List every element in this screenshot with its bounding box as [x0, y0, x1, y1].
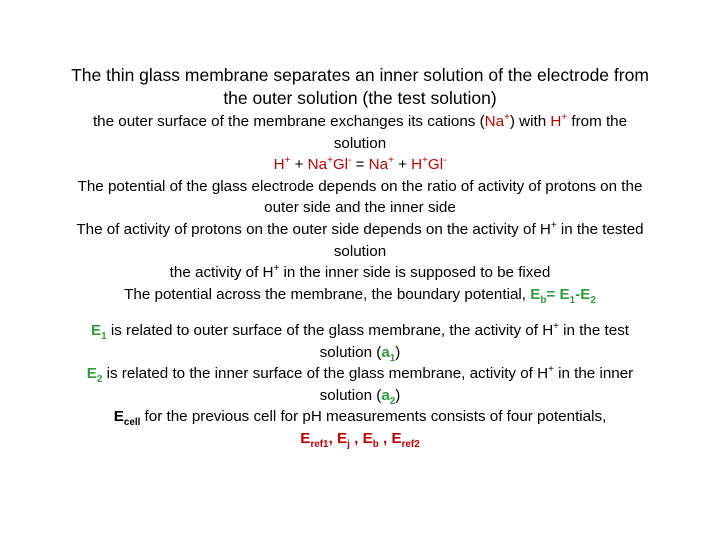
a2-symbol: $a_2$: [381, 386, 396, 407]
boundary-potential-line: The potential across the membrane, the boundary potential, $E_b= E_1-E_2$: [124, 285, 596, 306]
boundary-potential-eq: $E_b= E_1-E_2$: [530, 285, 596, 306]
title-line-1: The thin glass membrane separates an inner solution of the electrode from: [71, 65, 649, 85]
potentials-list: [20, 428, 700, 450]
membrane-exchange-line-1: the outer surface of the membrane exchanges its cations (Na+) with H+ from the: [92, 111, 628, 130]
body-block-1: [20, 111, 700, 305]
reaction-gl-1: Gl-: [332, 155, 352, 174]
body-block-2: [20, 320, 700, 450]
e1-description-line-2: solution $(a_1)$: [319, 343, 401, 364]
e2-description-line-2: solution $(a_2)$: [319, 386, 401, 407]
ecell-line: $E_{cell}$ for the previous cell for pH measurements consists of four potentials,: [113, 408, 607, 429]
e2-description-line-1: $E_2$ is related to the inner surface of the glass membrane, activity of H+ in the inner: [86, 364, 634, 386]
reaction-gl-2: Gl-: [427, 155, 447, 174]
reaction-h-ion-2: H+: [411, 155, 428, 174]
membrane-exchange-line-2: solution: [333, 134, 387, 152]
potential-ratio-line-2: outer side and the inner side: [264, 199, 456, 217]
e1-description-line-1: $E_1$ is related to outer surface of the glass membrane, the activity of H+ in the test: [90, 320, 630, 343]
potential-ratio-line-1: The potential of the glass electrode depends on the ratio of activity of protons on the: [77, 177, 643, 195]
sodium-ion: Na+: [484, 111, 510, 130]
outer-activity-line-2: solution: [333, 242, 387, 260]
e1-symbol: $E_1$: [90, 322, 107, 343]
ecell-symbol: $E_{cell}$: [113, 408, 141, 429]
outer-activity-line-1: The of activity of protons on the outer side depends on the activity of H+ in the tested: [76, 219, 644, 238]
title-line-2: the outer solution (the test solution): [223, 88, 497, 108]
hydrogen-ion: H+: [550, 111, 568, 130]
slide-title: [30, 64, 690, 110]
reaction-h-ion: H+: [273, 155, 291, 174]
reaction-na-ion: Na+: [307, 155, 333, 174]
e2-symbol: $E_2$: [86, 365, 103, 386]
a1-symbol: $a_1$: [381, 343, 396, 364]
inner-activity-line: the activity of H+ in the inner side is supposed to be fixed: [169, 263, 551, 282]
eref1-symbol: $E_{ref1}$, $E_j$ , $E_b$ , $E_{ref2}$: [300, 429, 420, 450]
reaction-na-ion-2: Na+: [368, 155, 394, 174]
exchange-reaction: H+ + Na+Gl- = Na+ + H+Gl-: [273, 155, 447, 174]
